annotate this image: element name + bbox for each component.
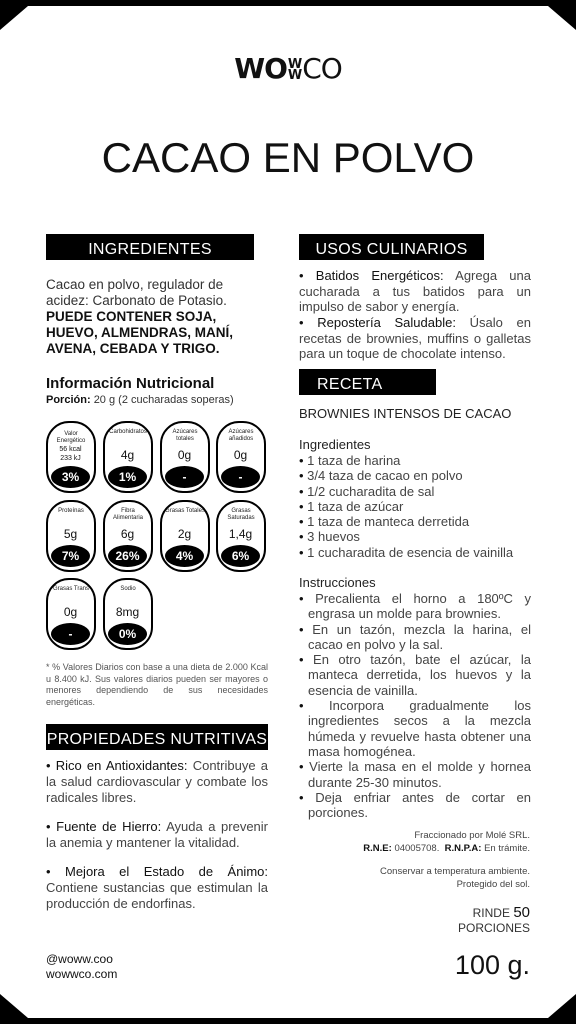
ingredientes-header [46, 234, 254, 260]
list-item: • 1 taza de harina [299, 453, 401, 468]
nutrient-badge [216, 500, 266, 572]
yield-number: 50 [513, 904, 530, 921]
list-item-text: 3 huevos [307, 529, 360, 545]
list-item: • 3 huevos [299, 529, 360, 545]
nutrient-pct: - [51, 623, 90, 645]
nutrient-label: Sodio [120, 586, 136, 592]
top-notch-decoration [0, 0, 576, 30]
registry-line [363, 842, 530, 855]
ingredientes-text [46, 277, 260, 357]
propiedad-title: Mejora el Estado de Ánimo: [65, 864, 268, 879]
nutrient-value: 0g [177, 448, 192, 462]
nutrient-value: 0g [233, 448, 248, 462]
rne-label: R.N.E: [363, 843, 392, 854]
website-url: wowwco.com [46, 967, 118, 981]
serving-value: 20 g (2 cucharadas soperas) [93, 394, 234, 406]
uso-item: • Batidos Energéticos: Agrega una cucharada a tus batidos para un impulso de sabor y energía. [299, 268, 531, 314]
nutrient-badge [103, 578, 153, 650]
net-weight: 100 g. [454, 950, 530, 980]
propiedad-item: • Mejora el Estado de Ánimo: Contiene sustancias que estimulan la producción de endorfinas. [46, 864, 268, 911]
nutrient-pct: 4% [165, 545, 204, 567]
nutrient-pct: 3% [51, 466, 90, 488]
nutrient-label: Grasas Saturadas [227, 508, 255, 521]
nutrient-label: Grasas Trans [52, 586, 89, 592]
nutrient-pct: 0% [108, 623, 147, 645]
rnpa-value: En trámite. [484, 843, 530, 854]
sun-protection-text: Protegido del sol. [456, 879, 530, 890]
energy-kcal: 56 kcal [59, 446, 82, 453]
nutrient-badge [103, 421, 153, 493]
allergen-warning: PUEDE CONTENER SOJA, HUEVO, ALMENDRAS, MANÍ, AVENA, CEBADA Y TRIGO. [46, 309, 234, 356]
instagram-handle: @woww.coo [46, 952, 113, 966]
nutrient-badge [160, 421, 210, 493]
list-item: • 1 taza de manteca derretida [299, 514, 470, 530]
list-item: • 1 cucharadita de esencia de vainilla [299, 544, 514, 560]
nutrient-energy [46, 421, 96, 493]
ingredientes-list: Cacao en polvo, regulador de acidez: Carbonato de Potasio. [46, 277, 227, 308]
receta-header [299, 369, 436, 395]
list-item: • Precalienta el horno a 180ºC y engrasa un molde para brownies. [299, 591, 531, 622]
bottom-notch-decoration [0, 994, 576, 1024]
recipe-ingredients-title: Ingredientes [299, 437, 371, 452]
recipe-instructions-list [299, 591, 531, 820]
uso-item: • Repostería Saludable: Úsalo en recetas de brownies, muffins o galletas para un toque de chocolate intenso. [299, 315, 531, 361]
list-item-text: 1 taza de harina [307, 453, 401, 468]
nutrition-title: Información Nutricional [46, 375, 215, 392]
rnpa-label: R.N.P.A: [444, 843, 482, 854]
yield-label: RINDE [472, 906, 510, 920]
list-item: • Vierte la masa en el molde y hornea durante 25-30 minutos. [299, 759, 531, 790]
usos-header [299, 234, 484, 260]
propiedad-title: Fuente de Hierro: [56, 819, 162, 834]
nutrient-badge [46, 578, 96, 650]
yield-unit: PORCIONES [457, 921, 530, 935]
nutrient-label: Valor Energético [56, 431, 86, 444]
propiedad-text: Ayuda a prevenir la anemia y mantener la vitalidad. [46, 819, 269, 850]
nutrient-value: 5g [63, 527, 78, 541]
nutrient-label: Fibra Alimentaria [112, 508, 143, 521]
list-item: • Deja enfriar antes de cortar en porciones. [299, 789, 531, 821]
list-item: • Incorpora gradualmente los ingredientes secos a la mezcla húmeda y revuelve hasta obtener una masa homogénea. [299, 698, 531, 759]
energy-kj: 233 kJ [60, 455, 81, 462]
list-item: • En un tazón, mezcla la harina, el cacao en polvo y la sal. [299, 621, 531, 652]
uso-text: Agrega una cucharada a tus batidos para un impulso de sabor y energía. [299, 268, 531, 314]
list-item-text: En otro tazón, bate el azúcar, la manteca derretida, los huevos y la esencia de vainilla. [308, 652, 531, 698]
rne-value: 04005708. [394, 843, 440, 854]
nutrient-pct: 6% [221, 545, 260, 567]
receta-header-text: RECETA [317, 376, 383, 393]
list-item-text: Precalienta el horno a 180ºC y engrasa un molde para brownies. [308, 591, 531, 622]
list-item-text: En un tazón, mezcla la harina, el cacao en polvo y la sal. [308, 621, 531, 652]
list-item-text: 1 taza de manteca derretida [307, 514, 470, 530]
logo-mid-top: W [287, 57, 302, 72]
nutrient-pct: 26% [108, 545, 147, 567]
nutrient-badge [160, 500, 210, 572]
nutrient-pct: - [165, 466, 204, 488]
list-item-text: 1 taza de azúcar [307, 498, 404, 514]
list-item-text: 1 cucharadita de esencia de vainilla [307, 544, 514, 560]
nutrient-value: 8mg [115, 605, 140, 619]
brand-logo [0, 52, 576, 85]
nutrient-value: 2g [177, 527, 192, 541]
storage-text: Conservar a temperatura ambiente. [380, 866, 530, 877]
serving-label: Porción: [46, 394, 91, 406]
list-item: • 3/4 taza de cacao en polvo [299, 468, 463, 484]
nutrient-badge [103, 500, 153, 572]
propiedades-header-text: PROPIEDADES NUTRITIVAS [46, 731, 268, 748]
uso-text: Úsalo en recetas de brownies, muffins o galletas para un toque de chocolate intenso. [299, 315, 531, 361]
product-title: CACAO EN POLVO [101, 134, 475, 181]
nutrient-badge [216, 421, 266, 493]
storage-info [380, 865, 530, 891]
nutrient-label: Azúcares añadidos [228, 429, 254, 442]
list-item-text: 1/2 cucharadita de sal [307, 483, 435, 499]
list-item-text: Deja enfriar antes de cortar en porciones. [308, 789, 531, 821]
propiedad-title: Rico en Antioxidantes: [55, 758, 188, 773]
nutrient-value: 6g [120, 527, 135, 541]
list-item-text: Vierte la masa en el molde y hornea durante 25-30 minutos. [308, 759, 531, 790]
propiedades-header [46, 724, 268, 750]
recipe-name: BROWNIES INTENSOS DE CACAO [299, 406, 512, 421]
uso-title: Batidos Energéticos: [315, 268, 444, 283]
list-item-text: Incorpora gradualmente los ingredientes secos a la mezcla húmeda y revuelve hasta obtener una masa homogénea. [308, 698, 531, 759]
ingredientes-header-text: INGREDIENTES [88, 241, 212, 258]
nutrient-badge [46, 500, 96, 572]
usos-header-text: USOS CULINARIOS [315, 241, 468, 258]
fraccionado-text: Fraccionado por Molé SRL. [414, 830, 530, 841]
propiedad-item: • Fuente de Hierro: Ayuda a prevenir la anemia y mantener la vitalidad. [46, 819, 269, 850]
list-item-text: 3/4 taza de cacao en polvo [307, 468, 463, 484]
nutrient-label: Carbohidratos [109, 429, 147, 435]
logo-text-left: WO [234, 52, 287, 85]
nutrition-footnote: * % Valores Diarios con base a una dieta de 2.000 Kcal u 8.400 kJ. Sus valores diarios pueden ser mayores o menores dependiendo de sus necesidades energéticas. [46, 662, 268, 707]
nutrient-value: 1,4g [228, 527, 253, 541]
propiedad-text: Contiene sustancias que estimulan la producción de endorfinas. [46, 880, 268, 911]
propiedad-item: • Rico en Antioxidantes: Contribuye a la salud cardiovascular y combate los radicales libres. [46, 758, 268, 805]
propiedad-text: Contribuye a la salud cardiovascular y combate los radicales libres. [46, 758, 268, 805]
logo-text-right: CO [302, 52, 342, 85]
uso-title: Repostería Saludable: [317, 315, 456, 330]
list-item: • 1/2 cucharadita de sal [299, 483, 435, 499]
social-links [46, 952, 117, 982]
nutrient-value: 4g [120, 448, 135, 462]
recipe-instructions-title: Instrucciones [299, 575, 376, 590]
legal-info [363, 829, 530, 855]
logo-text-mid [288, 59, 301, 81]
nutrient-pct: - [221, 466, 260, 488]
nutrient-label: Proteínas [58, 508, 84, 514]
nutrient-pct: 7% [51, 545, 90, 567]
serving-size [46, 394, 234, 406]
nutrient-label: Azúcares totales [172, 429, 198, 442]
list-item: • En otro tazón, bate el azúcar, la manteca derretida, los huevos y la esencia de vainilla. [299, 652, 531, 698]
logo-mid-bottom: W [287, 68, 302, 83]
nutrient-label: Grasas Totales [165, 508, 205, 514]
yield-info [458, 905, 530, 936]
nutrient-pct: 1% [108, 466, 147, 488]
recipe-ingredients-list [299, 453, 531, 560]
list-item: • 1 taza de azúcar [299, 498, 404, 514]
nutrient-value: 0g [63, 605, 78, 619]
